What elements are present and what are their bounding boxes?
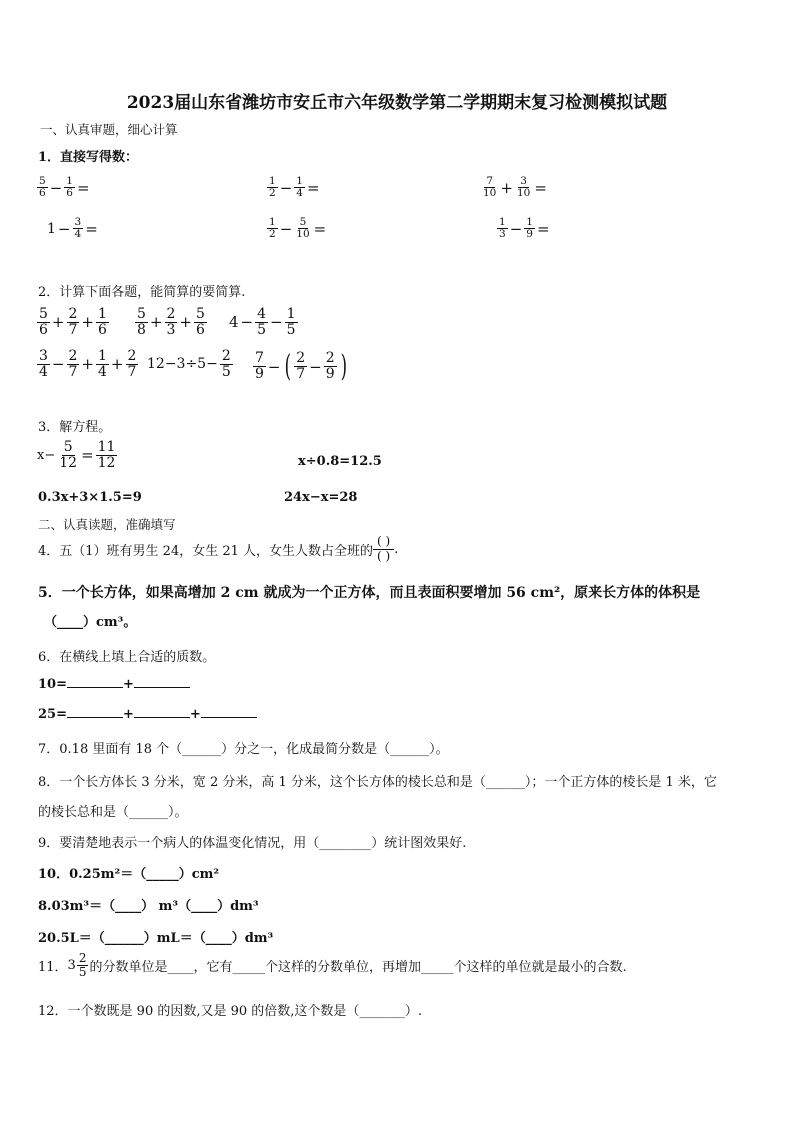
q10-line-1: 10．0.25m²＝（_____）cm² (38, 867, 220, 882)
section-2-heading: 二、认真读题，准确填写 (38, 517, 176, 532)
q1-item-5: $\frac{1}{2}$ − $\frac{5}{10}$ = (269, 216, 327, 241)
q3-equation-3: 0.3x+3×1.5=9 (38, 490, 142, 505)
q2-title: 2．计算下面各题，能简算的要简算. (38, 285, 246, 300)
q4-answer-fraction[interactable]: ( ) ( ) (373, 535, 394, 564)
q6-blank[interactable] (134, 717, 190, 718)
q3-equation-1: x− $\frac{5}{12}$ = $\frac{11}{12}$ (37, 439, 116, 471)
q1-title: 1．直接写得数： (38, 150, 139, 165)
q2-expr-3: 4 − $\frac{4}{5}$ − $\frac{1}{5}$ (229, 306, 296, 338)
q6-blank[interactable] (67, 717, 123, 718)
q11-text: 11． 3 $\frac{2}{5}$ 的分数单位是____，它有_____个这样的分数单位，再增加_____个这样的单位就是最小的合数. (38, 951, 627, 979)
q2-expr-5: 12−3÷5− $\frac{2}{5}$ (147, 348, 231, 380)
q7-text: 7．0.18 里面有 18 个（______）分之一，化成最简分数是（______）。 (38, 742, 449, 757)
q1-item-6: $\frac{1}{3}$ − $\frac{1}{9}$ = (499, 216, 550, 241)
q6-blank[interactable] (201, 717, 257, 718)
q10-line-2: 8.03m³＝（____） m³（____）dm³ (38, 899, 259, 914)
q6-blank[interactable] (67, 687, 123, 688)
q3-equation-2: x÷0.8=12.5 (298, 454, 382, 469)
q1-item-3: $\frac{7}{10}$ + $\frac{3}{10}$ = (483, 175, 547, 200)
q12-text: 12．一个数既是 90 的因数,又是 90 的倍数,这个数是（_______）. (38, 1004, 423, 1019)
q6-line-2: 25= + + (38, 707, 257, 722)
q2-expr-1: $\frac{5}{6}$ + $\frac{2}{7}$ + $\frac{1}{6}$ (39, 306, 107, 338)
q2-expr-2: $\frac{5}{8}$ + $\frac{2}{3}$ + $\frac{5}{6}$ (137, 306, 205, 338)
q6-blank[interactable] (134, 687, 190, 688)
q1-item-4: 1 − $\frac{3}{4}$ = (47, 216, 98, 241)
q1-item-1: $\frac{5}{6}$ − $\frac{1}{6}$ = (39, 175, 90, 200)
q1-item-2: $\frac{1}{2}$ − $\frac{1}{4}$ = (269, 175, 320, 200)
q5-line-2: （____）cm³。 (44, 615, 137, 630)
q8-line-1: 8．一个长方体长 3 分米，宽 2 分米，高 1 分米，这个长方体的棱长总和是（______）；一个正方体的棱长是 1 米，它 (38, 775, 717, 790)
q3-equation-4: 24x−x=28 (284, 490, 358, 505)
section-1-heading: 一、认真审题，细心计算 (40, 122, 178, 137)
q8-line-2: 的棱长总和是（______）。 (38, 805, 188, 820)
q2-expr-6: $\frac{7}{9}$ − ( $\frac{2}{7}$ − $\frac{2}{9}$ ) (255, 349, 347, 384)
q4-text: 4．五（1）班有男生 24，女生 21 人，女生人数占全班的 ( ) ( ) . (38, 534, 399, 563)
q6-title: 6．在横线上填上合适的质数。 (38, 650, 216, 665)
q6-line-1: 10= + (38, 677, 190, 692)
q9-text: 9．要清楚地表示一个病人的体温变化情况，用（________）统计图效果好. (38, 836, 467, 851)
q11-mixed-number: 3 $\frac{2}{5}$ (67, 951, 87, 979)
q5-line-1: 5．一个长方体，如果高增加 2 cm 就成为一个正方体，而且表面积要增加 56 cm²，原来长方体的体积是 (38, 585, 701, 601)
q10-line-3: 20.5L＝（______）mL＝（____）dm³ (38, 931, 274, 946)
page-title: 2023届山东省潍坊市安丘市六年级数学第二学期期末复习检测模拟试题 (126, 93, 668, 113)
q3-title: 3．解方程。 (38, 420, 112, 435)
q2-expr-4: $\frac{3}{4}$ − $\frac{2}{7}$ + $\frac{1}{4}$ + $\frac{2}{7}$ (39, 348, 137, 380)
